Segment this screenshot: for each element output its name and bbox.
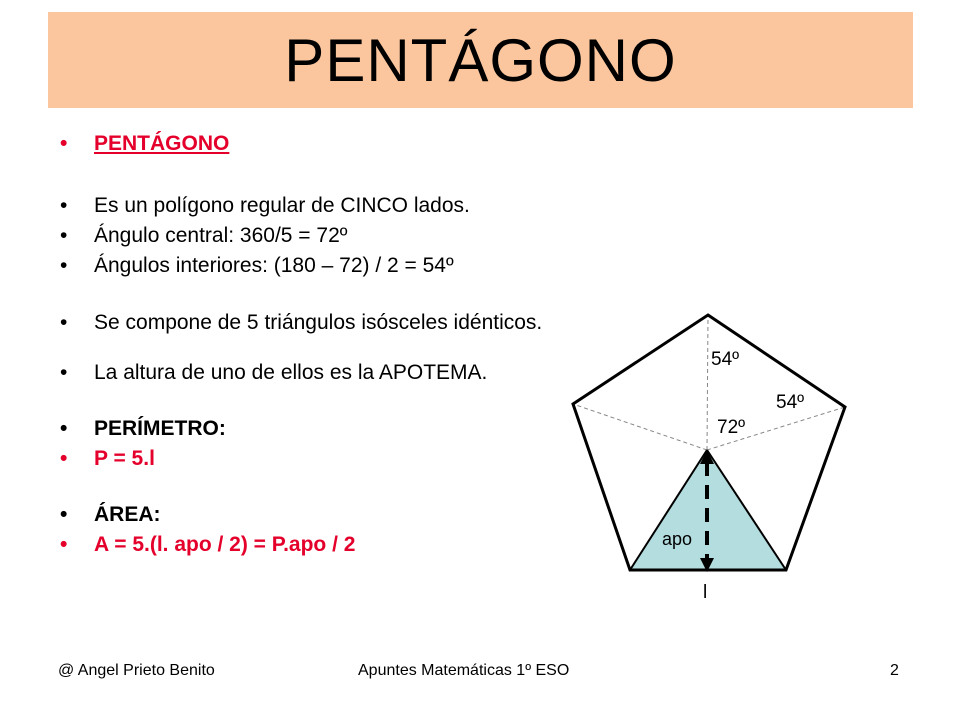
bullet-perimeter-formula: • P = 5.l — [56, 448, 155, 470]
bullet-apothem: • La altura de uno de ellos es la APOTEMA. — [56, 362, 487, 384]
radius-left — [573, 404, 707, 450]
angle-label-top: 54º — [711, 349, 740, 370]
bullet-heading: • PENTÁGONO — [56, 133, 229, 155]
bullet-definition: • Es un polígono regular de CINCO lados. — [56, 195, 470, 217]
bullet-area-formula: • A = 5.(l. apo / 2) = P.apo / 2 — [56, 534, 355, 556]
footer-course: Apuntes Matemáticas 1º ESO — [358, 662, 570, 679]
apothem-label: apo — [662, 529, 693, 549]
bullet-perimeter-label: • PERÍMETRO: — [56, 418, 226, 440]
angle-label-center: 72º — [717, 417, 746, 438]
bullet-area-label: • ÁREA: — [56, 504, 161, 526]
bullet-interior-angles: • Ángulos interiores: (180 – 72) / 2 = 54º — [56, 255, 454, 277]
footer-page-number: 2 — [890, 662, 899, 679]
footer-author: @ Angel Prieto Benito — [58, 662, 215, 679]
radius-top — [707, 315, 708, 450]
angle-label-right: 54º — [776, 392, 805, 413]
slide-title: PENTÁGONO — [284, 26, 677, 94]
side-label: l — [703, 582, 708, 603]
pentagon-radii — [573, 315, 845, 450]
bullet-composition: • Se compone de 5 triángulos isósceles idénticos. — [56, 312, 584, 334]
bullet-central-angle: • Ángulo central: 360/5 = 72º — [56, 225, 347, 247]
